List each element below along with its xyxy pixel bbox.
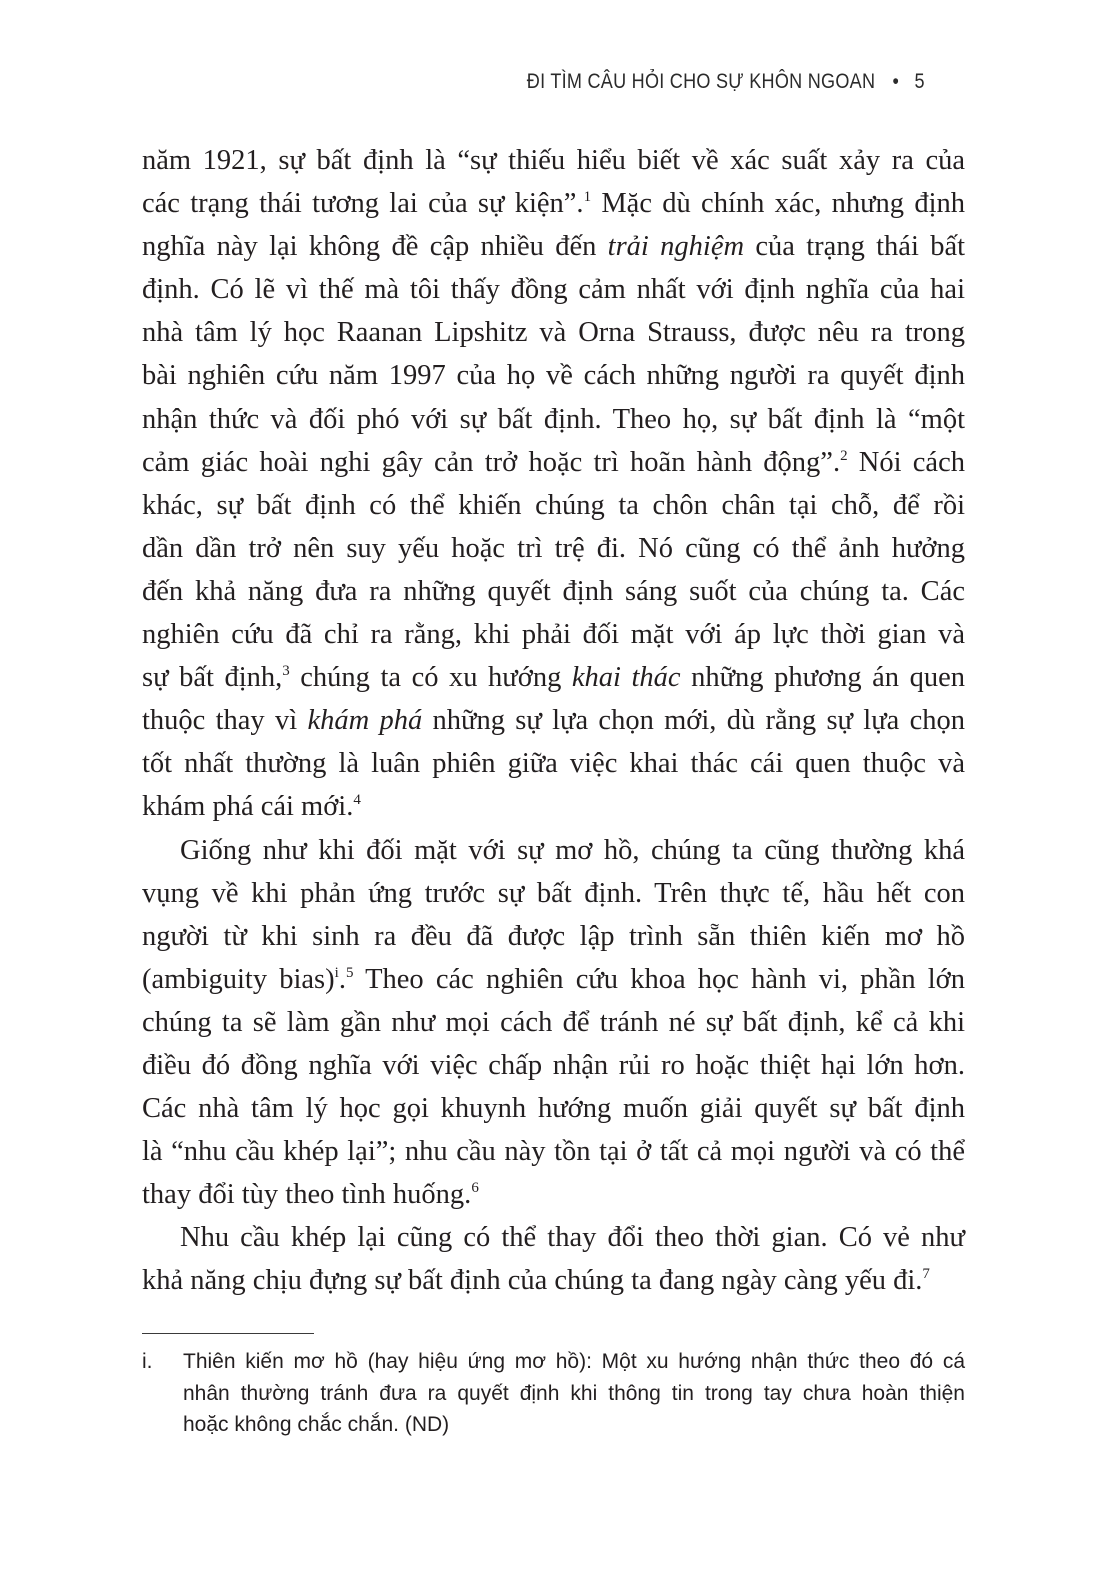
text-run: .	[338, 963, 346, 995]
note-reference: 7	[922, 1266, 930, 1283]
note-reference: 1	[583, 189, 592, 206]
text-line	[142, 1001, 965, 1044]
text-run: Các nhà tâm lý học gọi khuynh hướng muốn giải quyết sự bất định	[142, 1093, 965, 1125]
text-run: những sự lựa chọn mới, dù rằng sự lựa chọn	[422, 705, 965, 737]
italic-term: trải nghiệm	[607, 231, 745, 263]
text-run: người từ khi sinh ra đều đã được lập trình sẵn thiên kiến mơ hồ	[142, 920, 965, 952]
text-run: (ambiguity bias)	[142, 963, 335, 995]
text-run: Mặc dù chính xác, nhưng định	[591, 188, 965, 220]
text-line	[142, 354, 965, 397]
text-line	[142, 1259, 965, 1302]
text-run: các trạng thái tương lai của sự kiện”.	[142, 188, 584, 220]
italic-term: khai thác	[571, 662, 681, 694]
note-reference: 6	[471, 1180, 479, 1197]
text-line	[142, 441, 965, 484]
text-run: nghiên cứu đã chỉ ra rằng, khi phải đối mặt với áp lực thời gian và	[142, 619, 965, 651]
text-run: những phương án quen	[680, 662, 965, 694]
text-run: khám phá cái mới.	[142, 791, 354, 823]
text-run: chúng ta sẽ làm gần như mọi cách để tránh né sự bất định, kể cả khi	[142, 1006, 965, 1038]
text-line	[142, 785, 965, 828]
footnote-rule	[142, 1333, 314, 1334]
text-run: định. Có lẽ vì thế mà tôi thấy đồng cảm nhất với định nghĩa của hai	[142, 274, 965, 306]
text-run: là “nhu cầu khép lại”; nhu cầu này tồn tại ở tất cả mọi người và có thể	[142, 1136, 965, 1168]
text-line	[142, 182, 965, 225]
note-reference: 4	[353, 792, 361, 809]
text-run: khả năng chịu đựng sự bất định của chúng ta đang ngày càng yếu đi.	[142, 1265, 923, 1297]
note-reference: 2	[840, 447, 848, 464]
text-line	[142, 398, 965, 441]
text-run: tốt nhất thường là luân phiên giữa việc khai thác cái quen thuộc và	[142, 748, 965, 780]
running-title: ĐI TÌM CÂU HỎI CHO SỰ KHÔN NGOAN	[526, 70, 876, 93]
text-line	[142, 527, 965, 570]
text-run: chúng ta có xu hướng	[289, 662, 572, 694]
text-line	[142, 1044, 965, 1087]
text-run: thuộc thay vì	[142, 705, 308, 737]
text-run: Nhu cầu khép lại cũng có thể thay đổi theo thời gian. Có vẻ như	[180, 1222, 965, 1254]
body-text	[142, 139, 965, 1303]
footnote-line: hoặc không chắc chắn. (ND)	[183, 1413, 450, 1436]
text-line	[142, 311, 965, 354]
text-run: Theo các nghiên cứu khoa học hành vi, phần lớn	[353, 963, 965, 995]
note-reference: i	[334, 964, 339, 981]
text-run: vụng về khi phản ứng trước sự bất định. Trên thực tế, hầu hết con	[142, 877, 965, 909]
text-run: nghĩa này lại không đề cập nhiều đến	[142, 231, 608, 263]
text-line	[142, 742, 965, 785]
footnote	[142, 1346, 965, 1441]
text-run: thay đổi tùy theo tình huống.	[142, 1179, 472, 1211]
text-run: bài nghiên cứu năm 1997 của họ về cách những người ra quyết định	[142, 360, 965, 392]
text-run: Giống như khi đối mặt với sự mơ hồ, chúng ta cũng thường khá	[180, 834, 965, 866]
text-line	[142, 656, 965, 699]
text-run: Nói cách	[847, 446, 965, 478]
text-run: năm 1921, sự bất định là “sự thiếu hiểu biết về xác suất xảy ra của	[142, 145, 965, 176]
text-run: dần dần trở nên suy yếu hoặc trì trệ đi. Nó cũng có thể ảnh hưởng	[142, 532, 965, 564]
text-line	[142, 225, 965, 268]
text-line	[142, 1130, 965, 1173]
text-line	[142, 699, 965, 742]
footnote-text	[183, 1346, 965, 1441]
running-head	[527, 70, 925, 94]
text-line	[142, 268, 965, 311]
italic-term: khám phá	[307, 705, 423, 737]
text-run: nhà tâm lý học Raanan Lipshitz và Orna Strauss, được nêu ra trong	[142, 317, 965, 349]
paragraph	[142, 829, 965, 1217]
page-number: 5	[914, 70, 925, 93]
text-run: điều đó đồng nghĩa với việc chấp nhận rủi ro hoặc thiệt hại lớn hơn.	[142, 1049, 965, 1081]
text-line	[142, 613, 965, 656]
text-run: nhận thức và đối phó với sự bất định. Theo họ, sự bất định là “một	[142, 403, 965, 435]
text-line	[142, 1173, 965, 1216]
header-separator: •	[892, 70, 900, 93]
text-line	[142, 484, 965, 527]
text-line	[142, 872, 965, 915]
text-line	[142, 915, 965, 958]
text-run: sự bất định,	[142, 662, 283, 694]
text-line	[142, 570, 965, 613]
text-line	[142, 1087, 965, 1130]
text-run: cảm giác hoài nghi gây cản trở hoặc trì hoãn hành động”.	[142, 446, 841, 478]
text-run: khác, sự bất định có thể khiến chúng ta chôn chân tại chỗ, để rồi	[142, 489, 965, 521]
footnote-line: nhân thường tránh đưa ra quyết định khi thông tin trong tay chưa hoàn thiện	[183, 1381, 965, 1405]
text-run: đến khả năng đưa ra những quyết định sáng suốt của chúng ta. Các	[142, 575, 965, 607]
text-line	[142, 139, 965, 182]
note-reference: 3	[282, 663, 290, 680]
text-run: của trạng thái bất	[744, 231, 966, 263]
text-line	[142, 829, 965, 872]
note-reference: 5	[345, 964, 354, 981]
paragraph	[142, 1216, 965, 1302]
footnote-marker: i.	[142, 1350, 153, 1373]
text-line	[142, 1216, 965, 1259]
footnote-line: Thiên kiến mơ hồ (hay hiệu ứng mơ hồ): Một xu hướng nhận thức theo đó cá	[183, 1350, 965, 1373]
paragraph	[142, 139, 965, 829]
text-line	[142, 958, 965, 1001]
